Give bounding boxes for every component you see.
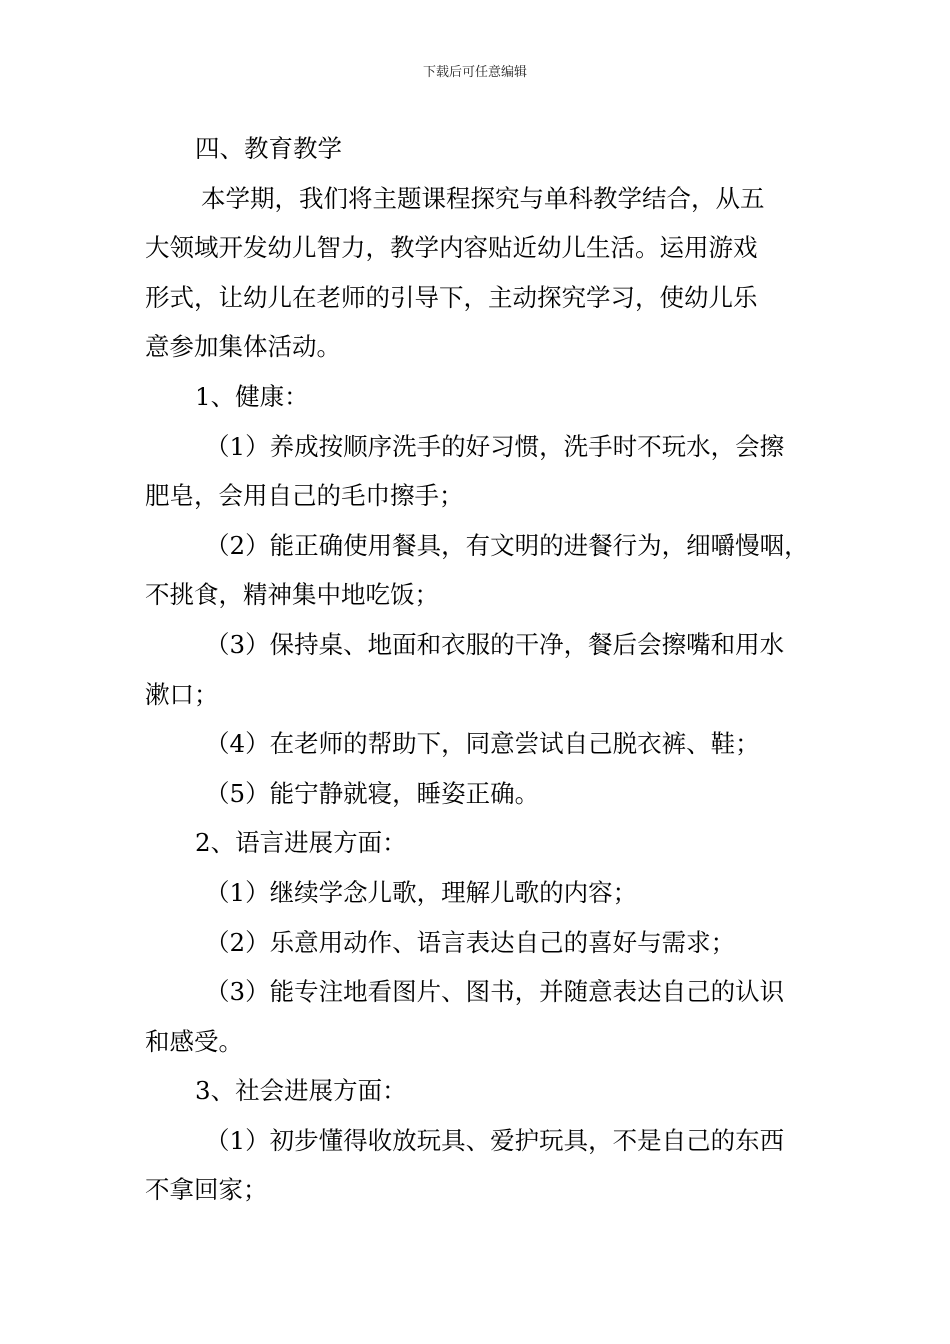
document-body <box>145 124 825 1215</box>
list-item-continuation: 和感受。 <box>145 1026 243 1056</box>
list-item-continuation: 不挑食，精神集中地吃饭； <box>145 580 439 610</box>
list-item: （2）乐意用动作、语言表达自己的喜好与需求； <box>205 927 736 957</box>
list-item-continuation: 漱口； <box>145 679 219 709</box>
subsection-heading: 2、语言进展方面： <box>195 828 407 858</box>
list-item-continuation: 不拿回家； <box>145 1175 268 1205</box>
list-item-continuation: 肥皂，会用自己的毛巾擦手； <box>145 481 464 511</box>
list-item: （2）能正确使用餐具，有文明的进餐行为，细嚼慢咽， <box>205 530 809 560</box>
paragraph-line: 意参加集体活动。 <box>145 332 341 362</box>
list-item: （4）在老师的帮助下，同意尝试自己脱衣裤、鞋； <box>205 729 760 759</box>
list-item: （5）能宁静就寝，睡姿正确。 <box>205 778 540 808</box>
page-header: 下载后可任意编辑 <box>422 65 527 80</box>
list-item: （1）继续学念儿歌，理解儿歌的内容； <box>205 877 638 907</box>
list-item: （1）初步懂得收放玩具、爱护玩具，不是自己的东西 <box>205 1125 785 1155</box>
section-heading: 四、教育教学 <box>195 134 342 163</box>
list-item: （3）能专注地看图片、图书，并随意表达自己的认识 <box>205 977 785 1007</box>
paragraph-line: 形式，让幼儿在老师的引导下，主动探究学习，使幼儿乐 <box>145 282 758 312</box>
subsection-heading: 3、社会进展方面： <box>195 1076 407 1106</box>
paragraph-line: 本学期，我们将主题课程探究与单科教学结合，从五 <box>201 183 765 213</box>
subsection-heading: 1、健康： <box>195 381 309 411</box>
list-item: （3）保持桌、地面和衣服的干净，餐后会擦嘴和用水 <box>205 629 785 659</box>
paragraph-line: 大领域开发幼儿智力，教学内容贴近幼儿生活。运用游戏 <box>145 233 758 263</box>
list-item: （1）养成按顺序洗手的好习惯，洗手时不玩水，会擦 <box>205 431 785 461</box>
